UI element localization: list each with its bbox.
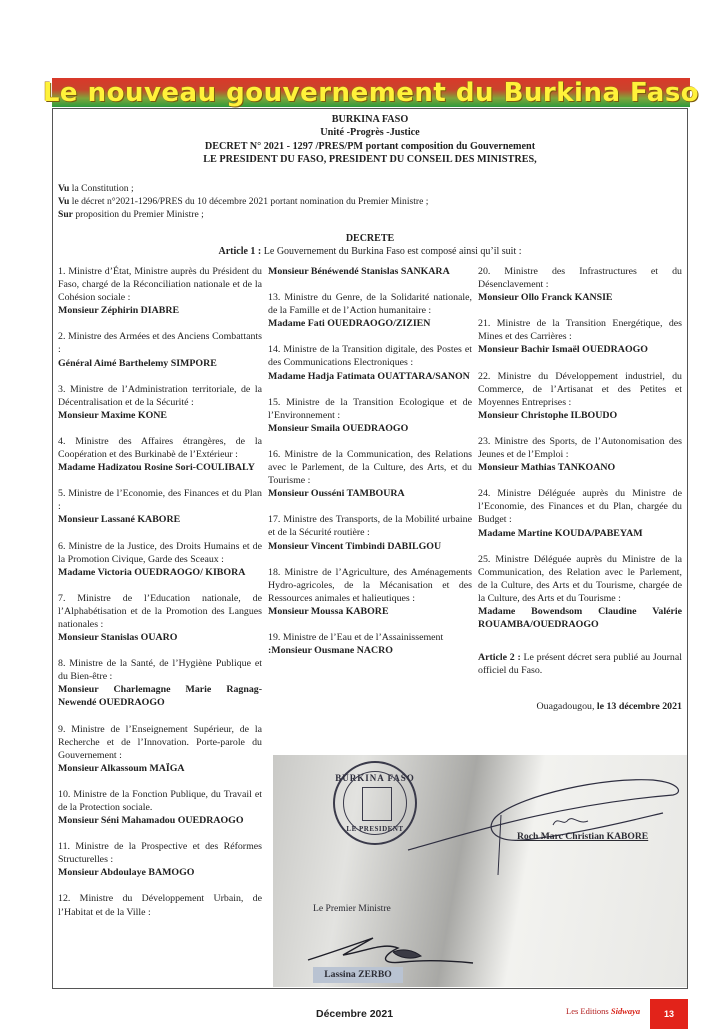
decrete-heading: DECRETE [345,232,395,244]
page-number: 13 [650,999,688,1029]
column-1 [58,265,262,932]
minister-entry: 25. Ministre Déléguée auprès du Ministre de la Communication, des Relation avec le Parlement, de la Culture, des Arts et du Tourisme, chargée de la Culture, des Arts et du Tourisme : Madame Bowendsom Claudine Valérie ROUAMBA/OUEDRAOGO [478,553,682,631]
minister-entry: 15. Ministre de la Transition Ecologique et de l’Environnement : Monsieur Smaila OUEDRAOGO [268,396,472,434]
prime-minister-label: Le Premier Ministre [313,903,391,914]
preamble-line: Vu le décret n°2021-1296/PRES du 10 décembre 2021 portant nomination du Premier Ministre ; [58,195,429,207]
minister-entry-continued: Monsieur Bénéwendé Stanislas SANKARA [268,266,450,277]
minister-entry: 1. Ministre d’État, Ministre auprès du Président du Faso, chargé de la Réconciliation nationale et de la Cohésion sociale : Monsieur Zéphirin DIABRE [58,266,262,317]
minister-entry: 2. Ministre des Armées et des Anciens Combattants : Général Aimé Barthelemy SIMPORE [58,331,262,369]
country-name: BURKINA FASO [331,114,409,125]
minister-entry: 4. Ministre des Affaires étrangères, de la Coopération et des Burkinabè de l’Extérieur : Madame Hadizatou Rosine Sori-COULIBALY [58,435,262,474]
minister-entry: 19. Ministre de l’Eau et de l’Assainissement :Monsieur Ousmane NACRO [268,631,444,657]
coat-of-arms-icon [362,787,392,821]
prime-minister-signature-icon [303,930,483,970]
minister-entry: 18. Ministre de l’Agriculture, des Aménagements Hydro-agricoles, de la Mécanisation et des Ressources animales et halieutiques : Monsieur Moussa KABORE [268,566,472,617]
president-name: Roch Marc Christian KABORE [517,831,649,842]
signature-photo [273,755,687,987]
footer-date: Décembre 2021 [316,1008,394,1020]
preamble-line: Sur proposition du Premier Ministre ; [58,208,204,220]
preamble [58,182,687,221]
place-date: Ouagadougou, le 13 décembre 2021 [536,701,682,713]
minister-entry: 13. Ministre du Genre, de la Solidarité nationale, de la Famille et de l’Action humanitaire : Madame Fati OUEDRAOGO/ZIZIEN [268,292,472,330]
minister-entry: 21. Ministre de la Transition Energétique, des Mines et des Carrières : Monsieur Bachir Ismaël OUEDRAOGO [478,318,682,356]
minister-entry: 11. Ministre de la Prospective et des Réformes Structurelles : Monsieur Abdoulaye BAMOGO [58,841,262,879]
article-2: Article 2 : Le présent décret sera publié au Journal officiel du Faso. [478,652,682,677]
minister-entry: 3. Ministre de l’Administration territoriale, de la Décentralisation et de la Sécurité : Monsieur Maxime KONE [58,383,262,421]
president-title: LE PRESIDENT DU FASO, PRESIDENT DU CONSEIL DES MINISTRES, [203,154,537,166]
minister-entry: 14. Ministre de la Transition digitale, des Postes et des Communications Electroniques : Madame Hadja Fatimata OUATTARA/SANON [268,344,472,382]
minister-entry: 17. Ministre des Transports, de la Mobilité urbaine et de la Sécurité routière : Monsieur Vincent Timbindi DABILGOU [268,514,472,552]
minister-entry: 12. Ministre du Développement Urbain, de l’Habitat et de la Ville : [58,893,262,918]
prime-minister-name: Lassina ZERBO [313,967,403,983]
minister-entry: 24. Ministre Déléguée auprès du Ministre de l’Economie, des Finances et du Plan, chargée du Budget : Madame Martine KOUDA/PABEYAM [478,488,682,539]
decree-document [52,108,688,989]
preamble-line: Vu la Constitution ; [58,182,134,194]
decree-header [53,113,687,167]
article-1: Article 1 : Le Gouvernement du Burkina Faso est composé ainsi qu’il suit : [218,245,522,257]
publisher: Les Editions Sidwaya [566,1006,641,1016]
banner-title: Le nouveau gouvernement du Burkina Faso [42,77,700,108]
minister-entry: 5. Ministre de l’Economie, des Finances et du Plan : Monsieur Lassané KABORE [58,488,262,526]
title-banner [42,77,700,108]
national-motto: Unité -Progrès -Justice [320,127,420,139]
president-signature-icon [403,765,687,875]
decree-title: DECRET N° 2021 - 1297 /PRES/PM portant composition du Gouvernement [204,140,536,152]
minister-entry: 22. Ministre du Développement industriel, du Commerce, de l’Artisanat et des Petites et Moyennes Entreprises : Monsieur Christophe ILBOUDO [478,370,682,421]
minister-entry: 6. Ministre de la Justice, des Droits Humains et de la Promotion Civique, Garde des Sceaux : Madame Victoria OUEDRAOGO/ KIBORA [58,540,262,578]
minister-entry: 10. Ministre de la Fonction Publique, du Travail et de la Protection sociale. Monsieur Séni Mahamadou OUEDRAOGO [58,788,262,827]
minister-entry: 9. Ministre de l’Enseignement Supérieur, de la Recherche et de l’Innovation. Porte-parole du Gouvernement : Monsieur Alkassoum MAÏGA [58,723,262,774]
minister-entry: 16. Ministre de la Communication, des Relations avec le Parlement, de la Culture, des Arts, et du Tourisme : Monsieur Ousséni TAMBOURA [268,448,472,500]
minister-entry: 20. Ministre des Infrastructures et du Désenclavement : Monsieur Ollo Franck KANSIE [478,266,682,304]
presidential-seal-icon: BURKINA FASO LE PRESIDENT [333,761,417,845]
publisher-logo: Sidwaya [610,1006,641,1016]
minister-entry: 8. Ministre de la Santé, de l’Hygiène Publique et du Bien-être : Monsieur Charlemagne Marie Ragnag-Newendé OUEDRAOGO [58,658,262,709]
minister-entry: 23. Ministre des Sports, de l’Autonomisation des Jeunes et de l’Emploi : Monsieur Mathias TANKOANO [478,435,682,474]
decrete-section [53,232,687,258]
minister-entry: 7. Ministre de l’Education nationale, de l’Alphabétisation et de la Promotion des Langues nationales : Monsieur Stanislas OUARO [58,592,262,644]
